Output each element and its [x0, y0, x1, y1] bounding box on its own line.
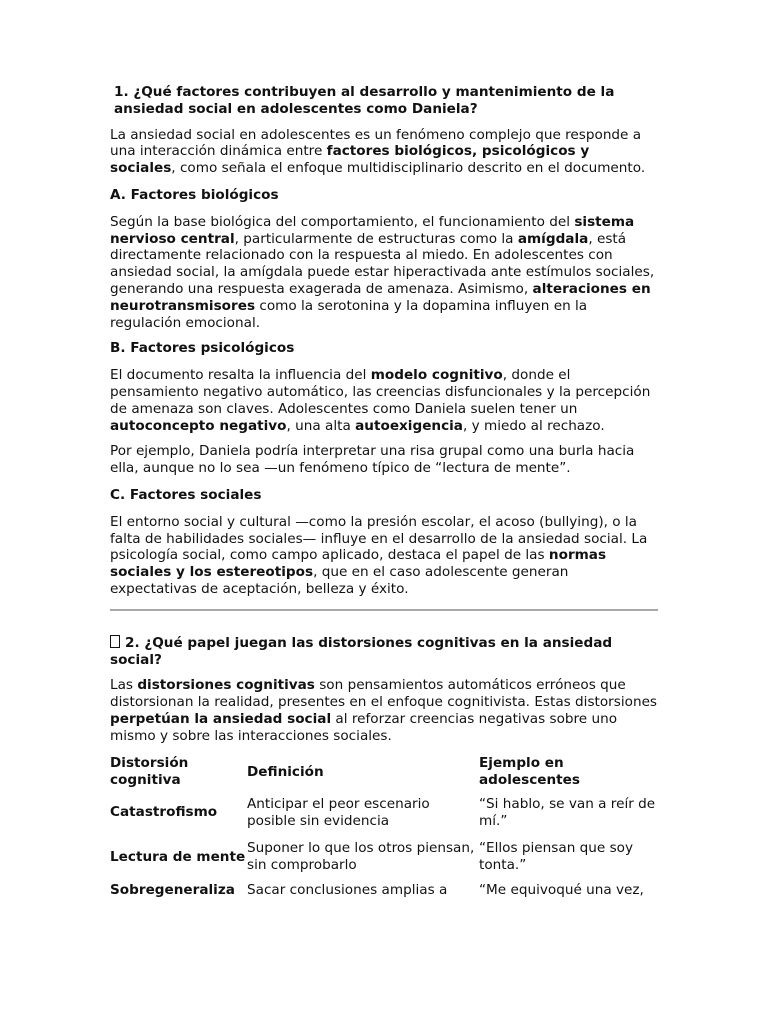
section-divider: [110, 609, 658, 611]
cell-example: “Ellos piensan que soy tonta.”: [479, 840, 634, 873]
c-bold-1: normas sociales y los estereotipos: [110, 547, 607, 581]
b-bold-3: autoconcepto negativo: [110, 417, 287, 434]
heading-c: C. Factores sociales: [110, 486, 262, 503]
cell-definition: Suponer lo que los otros piensan, sin comprobarlo: [247, 840, 475, 873]
c-text-2: , que en el caso adolescente generan expectativas de aceptación, belleza y éxito.: [110, 564, 569, 597]
cell-distortion: Lectura de mente: [110, 848, 246, 865]
missing-glyph-icon: [110, 635, 120, 648]
cell-example: “Me equivoqué una vez,: [479, 882, 644, 899]
b-text-0: El documento resalta la influencia del: [110, 367, 371, 384]
s2-text-2: son pensamientos automáticos erróneos que distorsionan la realidad, presentes en el enfoque cognitivista. Estas distorsiones: [110, 677, 658, 711]
document-page: [110, 84, 658, 902]
s2-bold-1: distorsiones cognitivas: [137, 677, 315, 694]
cell-definition: Anticipar el peor escenario posible sin evidencia: [247, 795, 430, 829]
table-row: [110, 835, 658, 880]
s2-text-0: Las: [110, 677, 138, 694]
paragraph-b-example: Por ejemplo, Daniela podría interpretar una risa grupal como una burla hacia ella, aunque no lo sea —un fenómeno típico de “lectura de mente”.: [110, 443, 635, 477]
section2-intro: [110, 677, 658, 744]
a-text-2: , particularmente de estructuras como la: [234, 230, 518, 247]
b-bold-5: autoexigencia: [355, 417, 463, 434]
cell-distortion: Catastrofismo: [110, 804, 218, 821]
cell-definition: Sacar conclusiones amplias a: [247, 882, 448, 899]
c-text-0: El entorno social y cultural —como la presión escolar, el acoso (bullying), o la falta de habilidades sociales— influye en el desarrollo de la ansiedad social. La psicología social, como campo aplicado, destaca el papel de las: [110, 513, 648, 564]
table-row: [110, 880, 658, 902]
a-bold-1: sistema nervioso central: [110, 213, 635, 247]
paragraph-a: [110, 214, 658, 332]
question-2-text: 2. ¿Qué papel juegan las distorsiones cognitivas en la ansiedad social?: [110, 634, 613, 668]
heading-a: A. Factores biológicos: [110, 186, 279, 203]
intro-bold: factores biológicos, psicológicos y sociales: [110, 143, 590, 177]
header-distortion: Distorsión cognitiva: [110, 755, 189, 788]
intro-text: La ansiedad social en adolescentes es un fenómeno complejo que responde a una interacción dinámica entre: [110, 126, 642, 160]
b-bold-1: modelo cognitivo: [370, 367, 503, 384]
paragraph-c: [110, 514, 658, 598]
question-2: [110, 635, 658, 669]
header-example: Ejemplo en adolescentes: [479, 755, 580, 788]
s2-text-4: al reforzar creencias negativas sobre uno mismo y sobre las interacciones sociales.: [110, 710, 618, 744]
s2-bold-3: perpetúan la ansiedad social: [110, 710, 332, 727]
a-text-6: como la serotonina y la dopamina influyen en la regulación emocional.: [110, 297, 588, 331]
cell-example: “Si hablo, se van a reír de mí.”: [479, 795, 656, 829]
paragraph-b: [110, 367, 658, 434]
table-header-row: [110, 754, 658, 791]
header-definition: Definición: [247, 763, 324, 780]
a-text-0: Según la base biológica del comportamiento, el funcionamiento del: [110, 213, 575, 230]
b-text-4: , una alta: [286, 417, 356, 434]
a-bold-3: amígdala: [517, 230, 589, 247]
heading-b: B. Factores psicológicos: [110, 340, 295, 357]
a-bold-5: alteraciones en neurotransmisores: [110, 280, 651, 314]
question-1: 1. ¿Qué factores contribuyen al desarrollo y mantenimiento de la ansiedad social en adolescentes como Daniela?: [114, 84, 615, 117]
b-text-6: , y miedo al rechazo.: [462, 417, 605, 434]
section1-intro: [110, 127, 658, 177]
distortions-table: [110, 754, 658, 902]
a-text-4: , está directamente relacionado con la respuesta al miedo. En adolescentes con ansiedad social, la amígdala puede estar hiperactivada ante estímulos sociales, generando una respuesta exagerada de amenaza. Asimismo,: [110, 230, 655, 297]
cell-distortion: Sobregeneraliza: [110, 882, 235, 899]
table-row: [110, 791, 658, 835]
intro-text-end: , como señala el enfoque multidisciplinario descrito en el documento.: [171, 160, 646, 177]
b-text-2: , donde el pensamiento negativo automático, las creencias disfuncionales y la percepción de amenaza son claves. Adolescentes como Daniela suelen tener un: [110, 367, 651, 417]
